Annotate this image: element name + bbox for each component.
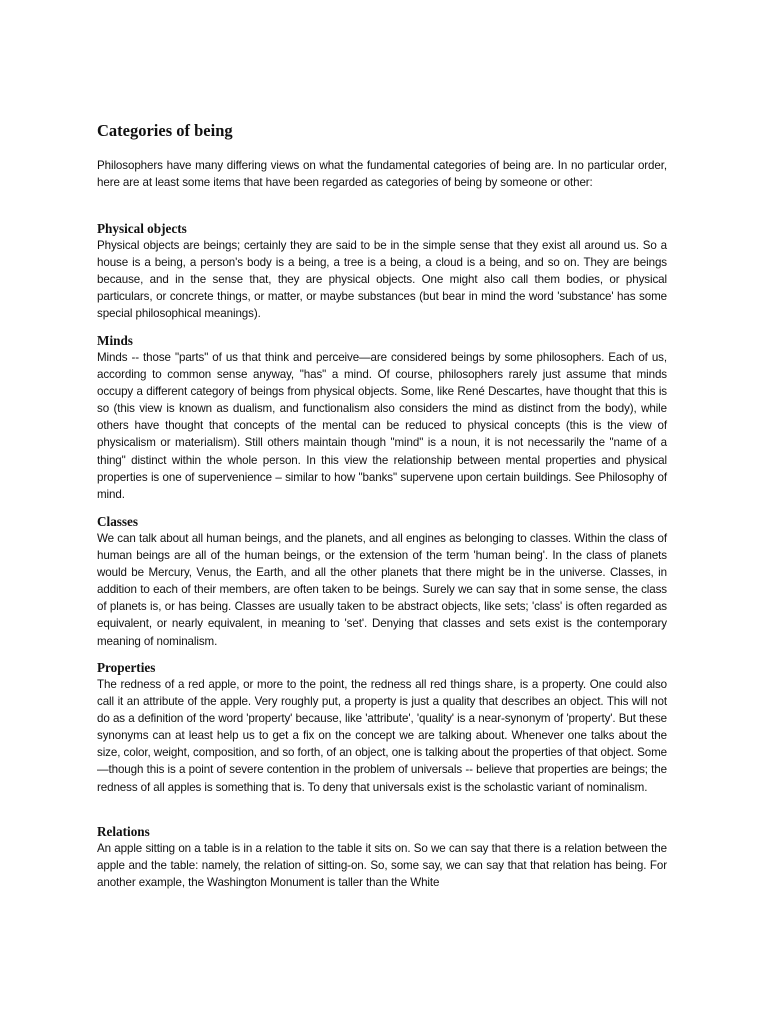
section-heading: Minds	[97, 333, 133, 348]
section-paragraph: Minds -- those "parts" of us that think and perceive—are considered beings by some philosophers. Each of us, according to common sense anyway, "has" a mind. Of course, philosophers rarely just assume that minds occupy a different category of beings from physical objects. Some, like René Descartes, have thought that this is so (this view is known as dualism, and functionalism also considers the mind as distinct from the body), while others have thought that concepts of the mental can be reduced to physical concepts (this is the view of physicalism or materialism). Still others maintain though "mind" is a noun, it is not necessarily the "name of a thing" distinct within the whole person. In this view the relationship between mental properties and physical properties is one of supervenience – similar to how "banks" supervene upon certain buildings. See Philosophy of mind.	[97, 351, 667, 501]
section-minds	[97, 332, 667, 503]
section-relations	[97, 823, 667, 891]
section-classes	[97, 513, 667, 650]
section-paragraph: We can talk about all human beings, and the planets, and all engines as belonging to classes. Within the class of human beings are all of the human beings, or the extension of the term 'human being'. In the class of planets would be Mercury, Venus, the Earth, and all the other planets that there might be in the universe. Classes, in addition to each of their members, are often taken to be beings. Surely we can say that in some sense, the class of planets is, or has being. Classes are usually taken to be abstract objects, like sets; 'class' is often regarded as equivalent, or nearly equivalent, in meaning to 'set'. Denying that classes and sets exist is the contemporary meaning of nominalism.	[97, 532, 667, 648]
section-heading: Classes	[97, 514, 139, 529]
section-heading: Properties	[97, 660, 156, 675]
section-properties	[97, 659, 667, 796]
section-heading: Relations	[97, 824, 150, 839]
intro-paragraph: Philosophers have many differing views on what the fundamental categories of being are. In no particular order, here are at least some items that have been regarded as categories of being by someone or other:	[97, 159, 667, 190]
document-title: Categories of being	[97, 121, 233, 140]
section-paragraph: The redness of a red apple, or more to the point, the redness all red things share, is a property. One could also call it an attribute of the apple. Very roughly put, a property is just a quality that describes an object. This will not do as a definition of the word 'property' because, like 'attribute', 'quality' is a near-synonym of 'property'. But these synonyms can at least help us to get a fix on the concept we are talking about. Whenever one talks about the size, color, weight, composition, and so forth, of an object, one is talking about the properties of that object. Some—though this is a point of severe contention in the problem of universals -- believe that properties are beings; the redness of all apples is something that is. To deny that universals exist is the scholastic variant of nominalism.	[97, 678, 667, 794]
section-paragraph: Physical objects are beings; certainly they are said to be in the simple sense that they exist all around us. So a house is a being, a person's body is a being, a tree is a being, a cloud is a being, and so on. They are beings because, and in the sense that, they are physical objects. One might also call them bodies, or physical particulars, or concrete things, or matter, or maybe substances (but bear in mind the word 'substance' has some special philosophical meanings).	[97, 239, 667, 321]
section-paragraph: An apple sitting on a table is in a relation to the table it sits on. So we can say that there is a relation between the apple and the table: namely, the relation of sitting-on. So, some say, we can say that that relation has being. For another example, the Washington Monument is taller than the White	[97, 842, 667, 890]
section-physical-objects	[97, 220, 667, 322]
section-heading: Physical objects	[97, 221, 187, 236]
